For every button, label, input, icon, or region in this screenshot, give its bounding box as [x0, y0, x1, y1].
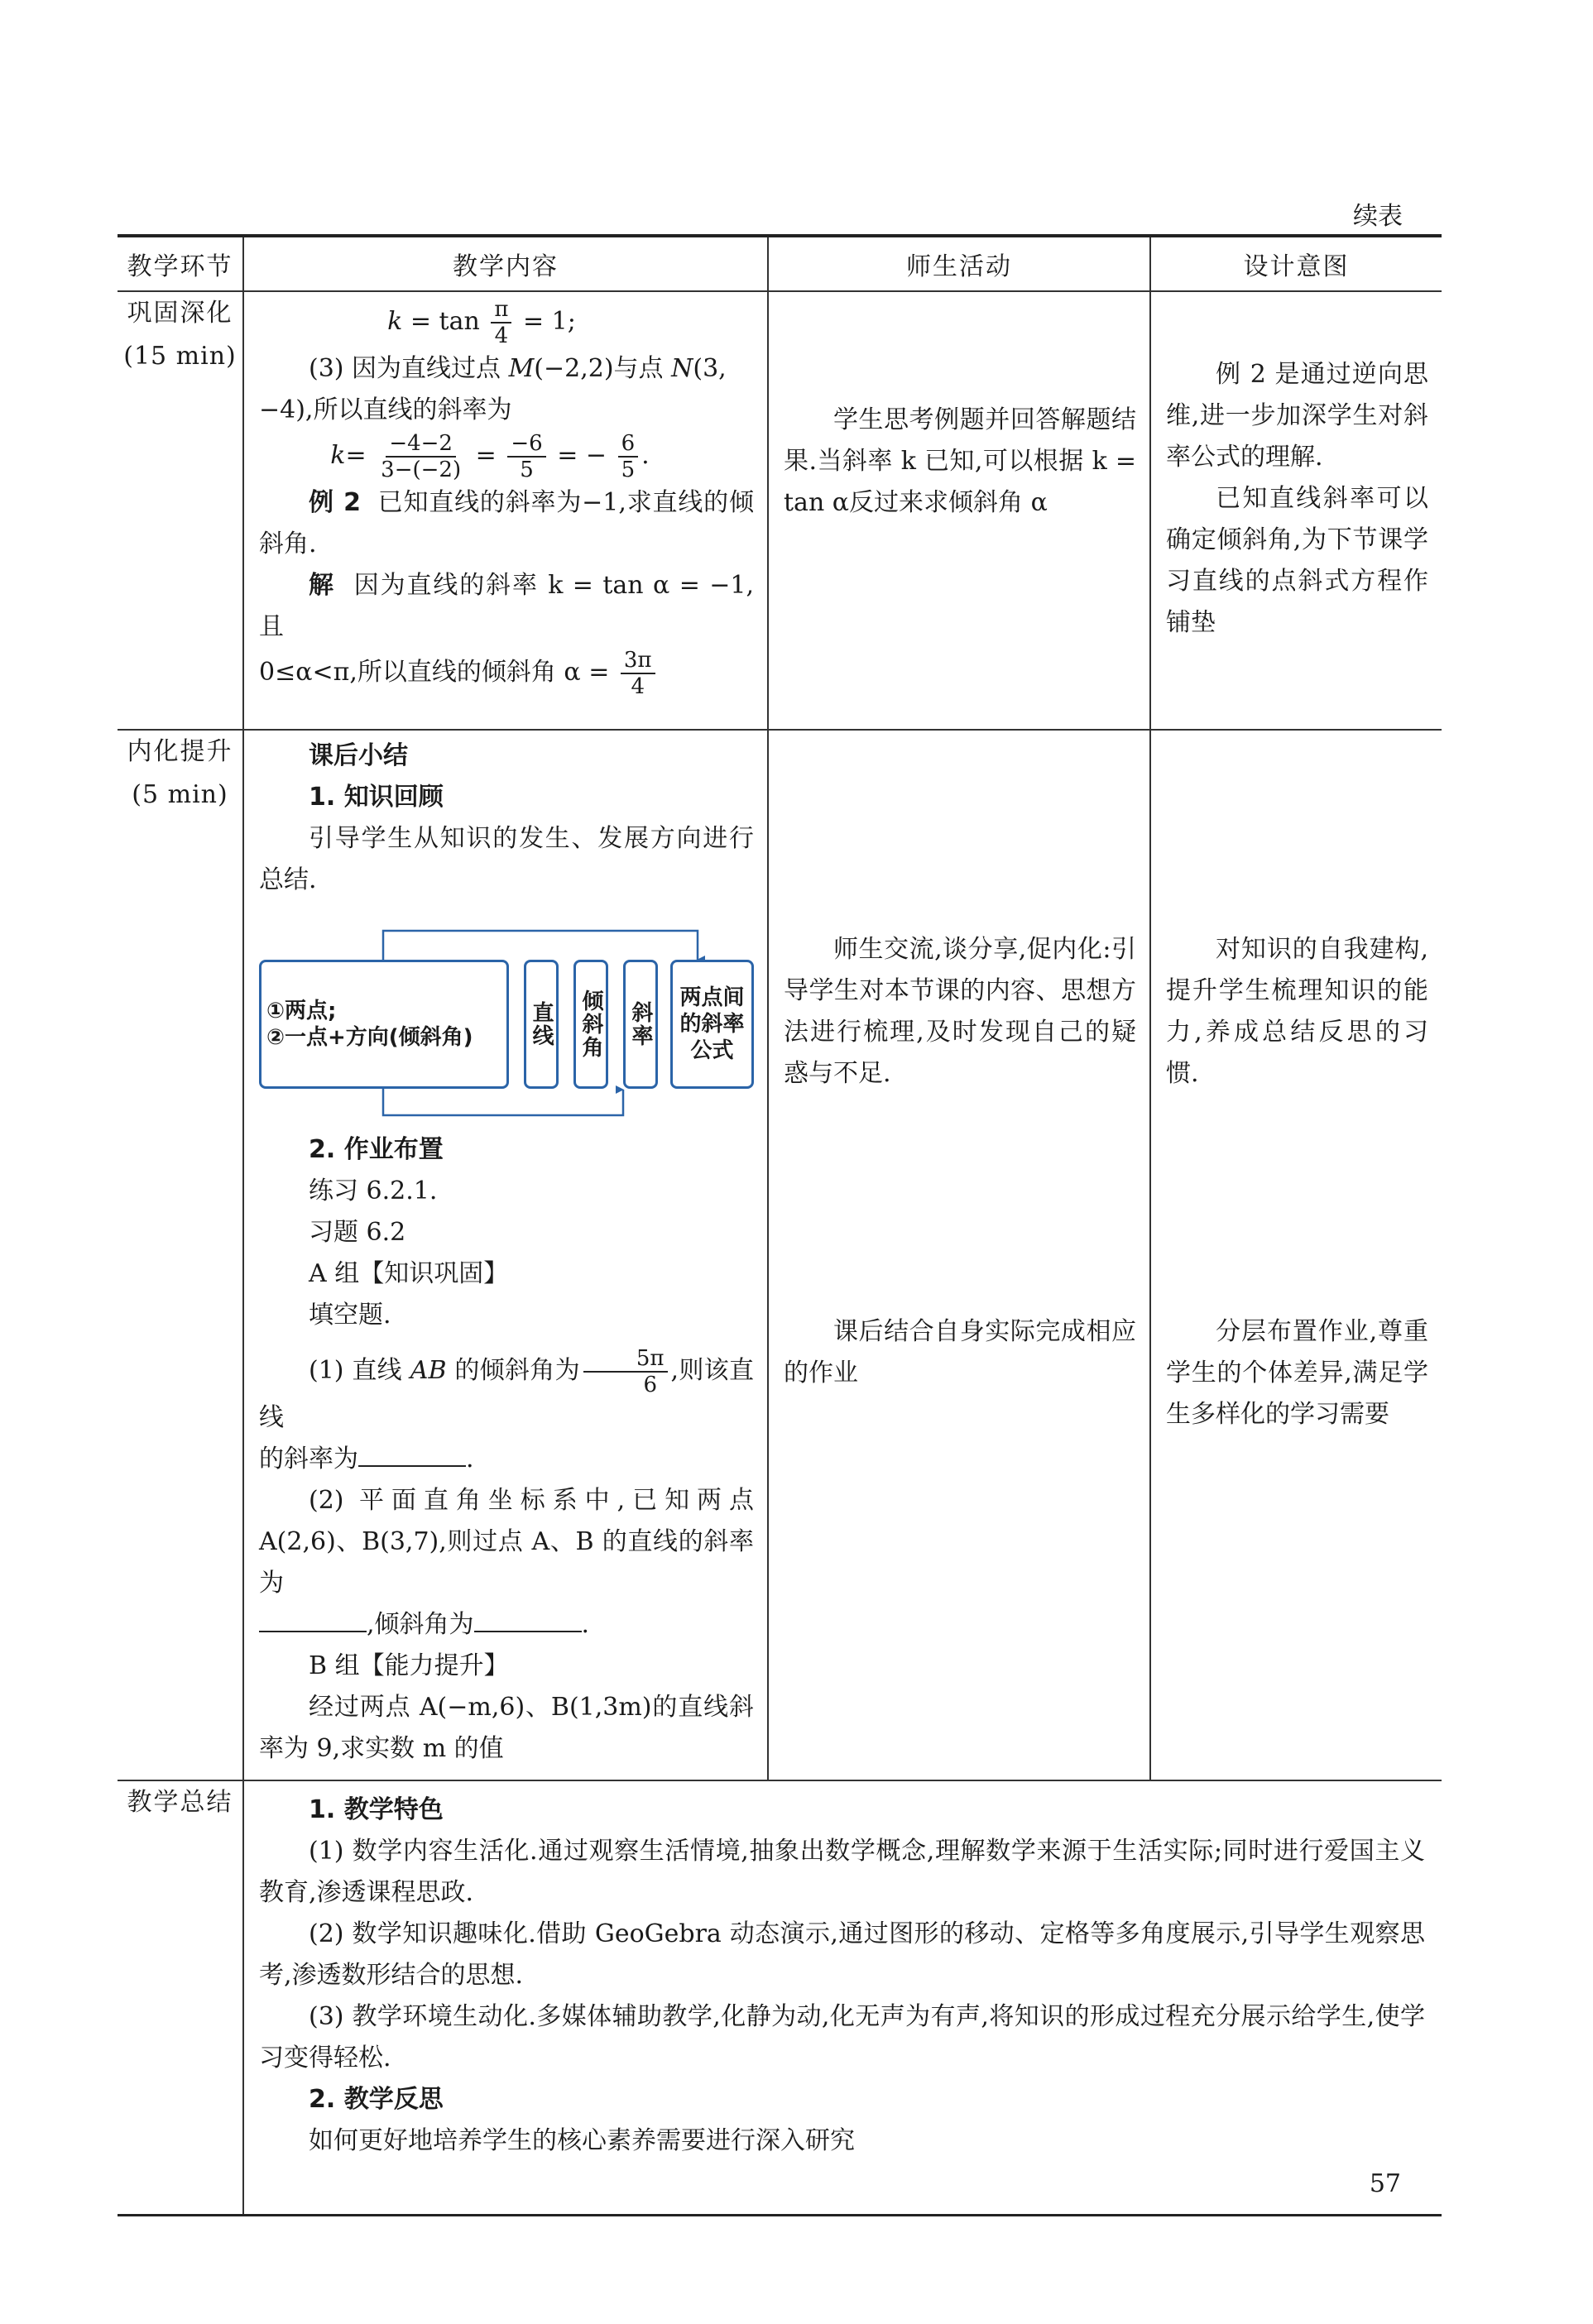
example-2: 例 2 已知直线的斜率为−1,求直线的倾斜角. [259, 488, 754, 558]
box-inclination: 倾斜角 [573, 960, 608, 1089]
question-2-cont: ,倾斜角为 . [259, 1604, 754, 1646]
header-stage: 教学环节 [118, 236, 243, 291]
activity-cell [768, 730, 1150, 1780]
box-two-point-formula: 两点间的斜率公式 [670, 960, 754, 1089]
fill-blank-title: 填空题. [309, 1301, 391, 1330]
activity-cell [768, 291, 1150, 730]
hw-problem-set: 习题 6.2 [309, 1218, 406, 1247]
intent-text-1: 对知识的自我建构,提升学生梳理知识的能力,养成总结反思的习惯. [1166, 935, 1428, 1088]
stage-cell [118, 291, 243, 730]
summary-cell [243, 1780, 1442, 2215]
continued-label: 续表 [1353, 202, 1403, 231]
box-line: 直线 [524, 960, 559, 1089]
activity-text-2: 课后结合自身实际完成相应的作业 [784, 1317, 1136, 1387]
reflection-title: 2. 教学反思 [309, 2085, 444, 2114]
lesson-plan-table [118, 234, 1442, 2216]
solution-label: 解 [309, 571, 335, 600]
hw-exercise: 练习 6.2.1. [309, 1176, 438, 1205]
header-content: 教学内容 [243, 236, 768, 291]
stage-cell [118, 730, 243, 1780]
intent-text-2: 分层布置作业,尊重学生的个体差异,满足学生多样化的学习需要 [1166, 1317, 1428, 1429]
answer-blank[interactable] [358, 1442, 466, 1467]
question-1: (1) 直线 AB 的倾斜角为 $\frac{5\pi}{6}$ ,则该直线 [259, 1346, 754, 1432]
header-activity: 师生活动 [768, 236, 1150, 291]
equation-k-tan: k = tan $\frac{\pi}{4}$ = 1; [387, 297, 576, 348]
page-number: 57 [1369, 2169, 1401, 2198]
intent-cell [1150, 291, 1442, 730]
box-conditions: ①两点; ②一点+方向(倾斜角) [259, 960, 509, 1089]
feature-2: (2) 数学知识趣味化.借助 GeoGebra 动态演示,通过图形的移动、定格等多角度展示,引导学生观察思考,渗透数形结合的思想. [259, 1919, 1425, 1990]
stage-name: 巩固深化 [127, 299, 233, 328]
content-cell [243, 730, 768, 1780]
group-b: B 组【能力提升】 [309, 1651, 509, 1680]
feature-1: (1) 数学内容生活化.通过观察生活情境,抽象出数学概念,理解数学来源于生活实际;同时进行爱国主义教育,渗透课程思政. [259, 1837, 1425, 1907]
question-2: (2) 平面直角坐标系中,已知两点 A(2,6)、B(3,7),则过点 A、B 的直线的斜率为 [259, 1486, 754, 1598]
equation-slope: k= $\frac{-4-2}{3-(-2)}$ = $\frac{-6}{5}$ = − $\frac{6}{5}$ . [330, 431, 650, 482]
group-a: A 组【知识巩固】 [309, 1259, 509, 1288]
intent-text-2: 已知直线斜率可以确定倾斜角,为下节课学习直线的点斜式方程作铺垫 [1166, 484, 1428, 637]
intent-text-1: 例 2 是通过逆向思维,进一步加深学生对斜率公式的理解. [1166, 360, 1428, 472]
box-slope: 斜率 [623, 960, 658, 1089]
feature-3: (3) 教学环境生动化.多媒体辅助教学,化静为动,化无声为有声,将知识的形成过程充分展示给学生,使学习变得轻松. [259, 2002, 1425, 2072]
question-1-cont: 的斜率为 . [259, 1439, 754, 1480]
point-mn-text-cont: −4),所以直线的斜率为 [259, 395, 512, 424]
row-teaching-summary [118, 1780, 1442, 2215]
answer-blank[interactable] [474, 1608, 582, 1632]
row-consolidation [118, 291, 1442, 730]
header-row [118, 236, 1442, 291]
activity-text-1: 师生交流,谈分享,促内化:引导学生对本节课的内容、思想方法进行梳理,及时发现自己的疑惑与不足. [784, 935, 1136, 1088]
content-cell [243, 291, 768, 730]
stage-name: 内化提升 [127, 737, 233, 766]
question-3: 经过两点 A(−m,6)、B(1,3m)的直线斜率为 9,求实数 m 的值 [259, 1693, 754, 1763]
stage-name: 教学总结 [127, 1788, 233, 1817]
bottom-arrow [383, 1088, 623, 1115]
example-2-label: 例 2 [309, 488, 361, 517]
summary-title: 课后小结 [309, 741, 408, 770]
point-mn-text: (3) 因为直线过点 M(−2,2)与点 N(3, [309, 354, 727, 383]
stage-cell [118, 1780, 243, 2215]
knowledge-text: 引导学生从知识的发生、发展方向进行总结. [259, 824, 754, 894]
stage-time: (15 min) [123, 342, 237, 371]
header-intent: 设计意图 [1150, 236, 1442, 291]
reflection-text: 如何更好地培养学生的核心素养需要进行深入研究 [309, 2126, 855, 2155]
feature-title: 1. 教学特色 [309, 1795, 444, 1824]
solution: 解 因为直线的斜率 k = tan α = −1,且 [259, 571, 755, 641]
hw-title: 2. 作业布置 [309, 1135, 444, 1164]
knowledge-title: 1. 知识回顾 [309, 783, 444, 812]
answer-blank[interactable] [259, 1608, 367, 1632]
activity-text: 学生思考例题并回答解题结果.当斜率 k 已知,可以根据 k = tan α反过来求倾斜角 α [784, 405, 1136, 517]
fraction-pi-4: $\frac{\pi}{4}$ [491, 297, 511, 348]
row-internalization [118, 730, 1442, 1780]
top-arrow [383, 931, 698, 960]
stage-time: (5 min) [132, 780, 228, 809]
solution-cont: 0≤α<π,所以直线的倾斜角 α = $\frac{3\pi}{4}$ [259, 648, 754, 699]
intent-cell [1150, 730, 1442, 1780]
knowledge-flow-diagram [259, 914, 754, 1129]
